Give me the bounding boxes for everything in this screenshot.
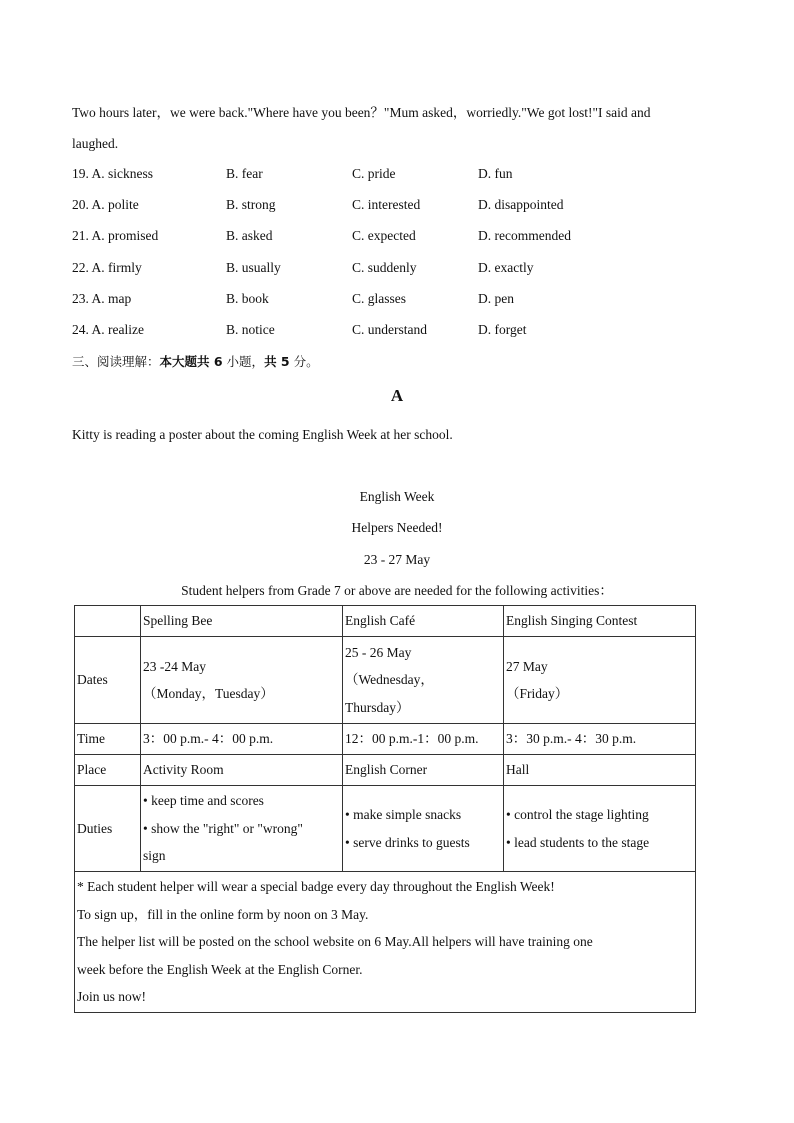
option-b: B. usually: [226, 259, 281, 275]
option-c: C. understand: [352, 321, 427, 337]
option-a: 19. A. sickness: [72, 166, 153, 181]
table-row-dates: [75, 637, 696, 724]
table-cell: English Corner: [343, 755, 504, 786]
row-label: Place: [75, 755, 141, 786]
option-d: D. pen: [478, 290, 514, 306]
table-cell: 3：30 p.m.- 4：30 p.m.: [504, 724, 696, 755]
table-cell: [504, 637, 696, 724]
cell-line: 25 - 26 May: [345, 644, 412, 660]
table-row-time: [75, 724, 696, 755]
passage-ending: [72, 97, 712, 159]
header-english-cafe: English Café: [343, 606, 504, 637]
notes-cell: [75, 872, 696, 1013]
poster-dates: 23 - 27 May: [363, 552, 431, 567]
option-b: B. asked: [226, 228, 273, 244]
table-row-place: [75, 755, 696, 786]
note-line: week before the English Week at the English Corner.: [77, 961, 363, 977]
option-d: D. exactly: [478, 259, 534, 275]
table-notes-row: [75, 872, 696, 1013]
table-cell: [343, 786, 504, 872]
table-cell: [141, 786, 343, 872]
header-spelling-bee: Spelling Bee: [141, 606, 343, 637]
table-cell: Hall: [504, 755, 696, 786]
option-a: 24. A. realize: [72, 321, 144, 337]
poster-title: English Week: [359, 489, 435, 504]
option-d: D. recommended: [478, 228, 571, 244]
note-line: To sign up，fill in the online form by noon on 3 May.: [77, 906, 369, 922]
table-header-row: [75, 606, 696, 637]
option-b: B. fear: [226, 166, 263, 181]
table-cell: [141, 637, 343, 724]
table-cell: [504, 786, 696, 872]
cell-line: 23 -24 May: [143, 658, 206, 674]
option-a: 22. A. firmly: [72, 259, 142, 275]
question-19: [72, 158, 712, 189]
option-c: C. suddenly: [352, 259, 417, 275]
option-c: C. glasses: [352, 290, 406, 306]
cell-line: • show the "right" or "wrong": [143, 820, 303, 836]
question-20: [72, 189, 712, 220]
cell-line: Thursday）: [345, 699, 410, 715]
cell-line: • make simple snacks: [345, 807, 462, 822]
option-b: B. strong: [226, 197, 276, 213]
passage-line-2: laughed.: [72, 136, 119, 151]
poster-subtitle: Helpers Needed!: [351, 520, 443, 535]
passage-line-1: Two hours later，we were back."Where have you been？"Mum asked，worriedly."We got lost!"I said and: [72, 105, 651, 120]
table-corner-cell: [75, 606, 141, 637]
note-line: The helper list will be posted on the school website on 6 May.All helpers will have training one: [77, 934, 593, 950]
option-b: B. book: [226, 290, 269, 306]
section-prefix: 三、阅读理解：: [72, 354, 160, 369]
option-d: D. forget: [478, 321, 527, 337]
note-line: * Each student helper will wear a special badge every day throughout the English Week!: [77, 879, 555, 895]
cell-line: （Friday）: [506, 686, 569, 701]
table-cell: [343, 637, 504, 724]
table-cell: Activity Room: [141, 755, 343, 786]
cell-line: 27 May: [506, 658, 548, 674]
cell-line: • lead students to the stage: [506, 834, 650, 850]
question-22: [72, 252, 712, 283]
cell-line: （Monday，Tuesday）: [143, 686, 274, 701]
option-c: C. expected: [352, 228, 416, 244]
header-singing-contest: English Singing Contest: [504, 606, 696, 637]
activities-table: [74, 605, 696, 1013]
table-row-duties: [75, 786, 696, 872]
note-line: Join us now!: [77, 989, 147, 1005]
answer-options: [72, 158, 712, 345]
part-letter: A: [390, 386, 404, 405]
cell-line: sign: [143, 848, 166, 864]
option-a: 23. A. map: [72, 290, 132, 306]
section-suffix: 分。: [289, 354, 319, 369]
question-24: [72, 314, 712, 345]
row-label: Duties: [75, 786, 141, 872]
table-cell: 3：00 p.m.- 4：00 p.m.: [141, 724, 343, 755]
option-b: B. notice: [226, 321, 275, 337]
row-label: Dates: [75, 637, 141, 724]
option-a: 21. A. promised: [72, 228, 159, 244]
option-d: D. fun: [478, 166, 513, 181]
question-21: [72, 220, 712, 251]
option-c: C. pride: [352, 166, 396, 181]
poster-lead: Student helpers from Grade 7 or above are needed for the following activities：: [181, 583, 613, 598]
cell-line: • serve drinks to guests: [345, 834, 470, 850]
cell-line: • keep time and scores: [143, 793, 264, 809]
option-a: 20. A. polite: [72, 197, 139, 213]
table-cell: 12：00 p.m.-1：00 p.m.: [343, 724, 504, 755]
section-score: 共 5: [264, 354, 290, 369]
row-label: Time: [75, 724, 141, 755]
passage-intro: Kitty is reading a poster about the coming English Week at her school.: [72, 427, 453, 442]
section-count: 本大题共 6: [159, 354, 223, 369]
option-d: D. disappointed: [478, 197, 564, 213]
section-heading: [72, 346, 319, 377]
option-c: C. interested: [352, 197, 421, 213]
cell-line: • control the stage lighting: [506, 807, 649, 822]
section-mid: 小题，: [222, 354, 265, 369]
cell-line: （Wednesday，: [345, 672, 434, 688]
question-23: [72, 283, 712, 314]
